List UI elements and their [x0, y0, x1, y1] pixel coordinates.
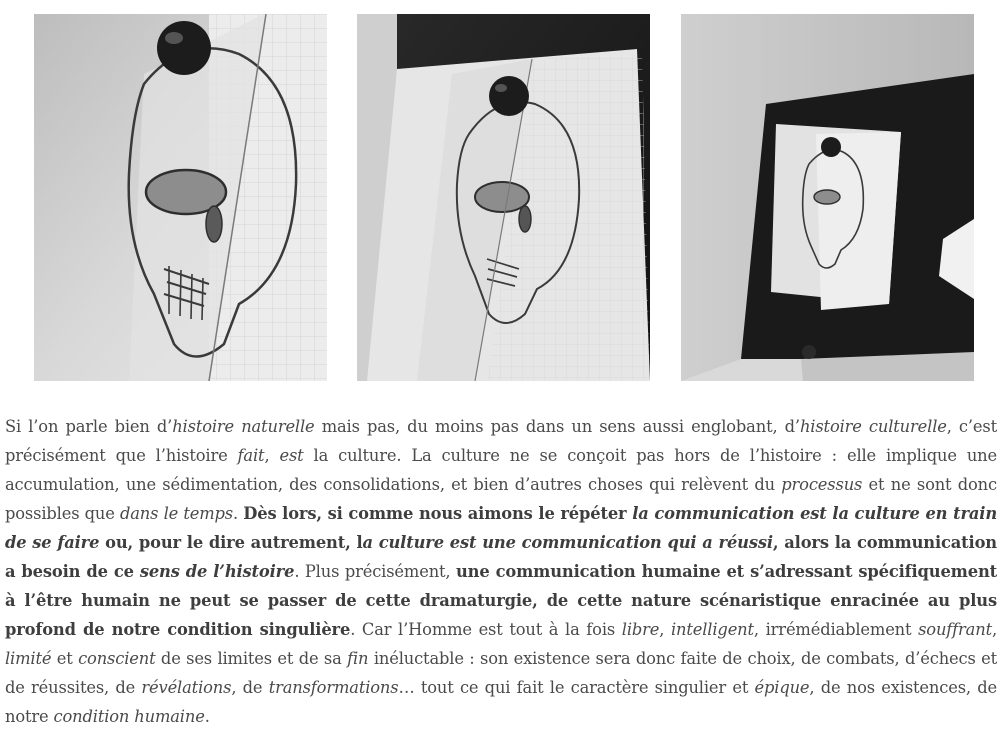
- text-run-strong: [140, 562, 294, 581]
- text-run: souffrant: [918, 620, 992, 639]
- skull-drawing-image: [34, 14, 327, 381]
- skull-drawing-photo-3[interactable]: [681, 14, 974, 381]
- text-run: . Plus précisément,: [294, 562, 456, 581]
- text-run: intelligent: [670, 620, 754, 639]
- text-run: .: [204, 707, 210, 726]
- text-run: de ses limites et de sa: [155, 649, 348, 668]
- text-run: une communication humaine et s’adressant spécifiquement à l’être humain ne peut se passer de cette dramaturgie, de cette nature scénaristique enracinée au plus profond de notre condition singulière: [5, 562, 998, 639]
- skull-drawing-image: [357, 14, 650, 381]
- text-run: limité: [5, 649, 52, 668]
- text-run-emphasis: sens de l’histoire: [139, 562, 295, 581]
- text-run-strong: [362, 533, 772, 552]
- text-run: épique: [754, 678, 810, 697]
- text-run: ,: [264, 446, 280, 465]
- text-run-emphasis: a culture est une communication qui a réussi: [362, 533, 773, 552]
- skull-drawing-image: [681, 14, 974, 381]
- text-run: … tout ce qui fait le caractère singulier et: [398, 678, 755, 697]
- text-run: processus: [781, 475, 863, 494]
- photo-gallery: [0, 14, 1002, 382]
- skull-drawing-photo-2[interactable]: [357, 14, 650, 381]
- text-run: mais pas, du moins pas dans un sens aussi englobant, d’: [314, 417, 800, 436]
- text-run: histoire culturelle: [799, 417, 947, 436]
- text-run: , de: [231, 678, 269, 697]
- text-run: et ne sont donc possibles que: [5, 475, 997, 523]
- text-run: , irrémédiablement: [753, 620, 919, 639]
- skull-drawing-photo-1[interactable]: [34, 14, 327, 381]
- text-run: .: [233, 504, 244, 523]
- text-run: condition humaine: [53, 707, 205, 726]
- text-run: , de nos existences, de notre: [5, 678, 997, 726]
- text-run: est: [279, 446, 304, 465]
- text-run: Dès lors, si comme nous aimons le répéter: [243, 504, 633, 523]
- text-run: dans le temps: [119, 504, 233, 523]
- text-run: , alors la communication a besoin de ce: [5, 533, 997, 581]
- text-run: fait: [237, 446, 265, 465]
- text-run: , c’est précisément que l’histoire: [5, 417, 998, 465]
- text-run: inéluctable : son existence sera donc faite de choix, de combats, d’échecs et de réussites, de: [5, 649, 998, 697]
- text-run: révélations: [141, 678, 232, 697]
- text-run: histoire naturelle: [172, 417, 315, 436]
- text-run: et: [51, 649, 79, 668]
- text-run: transformations: [268, 678, 399, 697]
- article-paragraph: [5, 412, 997, 731]
- text-run-emphasis: la communication est la culture en train de se faire: [5, 504, 998, 552]
- text-run: fin: [347, 649, 369, 668]
- body-text: [5, 412, 997, 731]
- text-run: . Car l’Homme est tout à la fois: [350, 620, 622, 639]
- text-run: ou, pour le dire autrement, l: [99, 533, 363, 552]
- text-run: ,: [991, 620, 997, 639]
- text-run: libre: [621, 620, 660, 639]
- text-run: ,: [659, 620, 671, 639]
- text-run: Si l’on parle bien d’: [5, 417, 173, 436]
- text-run: la culture. La culture ne se conçoit pas hors de l’histoire : elle implique une accumulation, une sédimentation, des consolidations, et bien d’autres choses qui relèvent du: [5, 446, 997, 494]
- text-run: conscient: [78, 649, 156, 668]
